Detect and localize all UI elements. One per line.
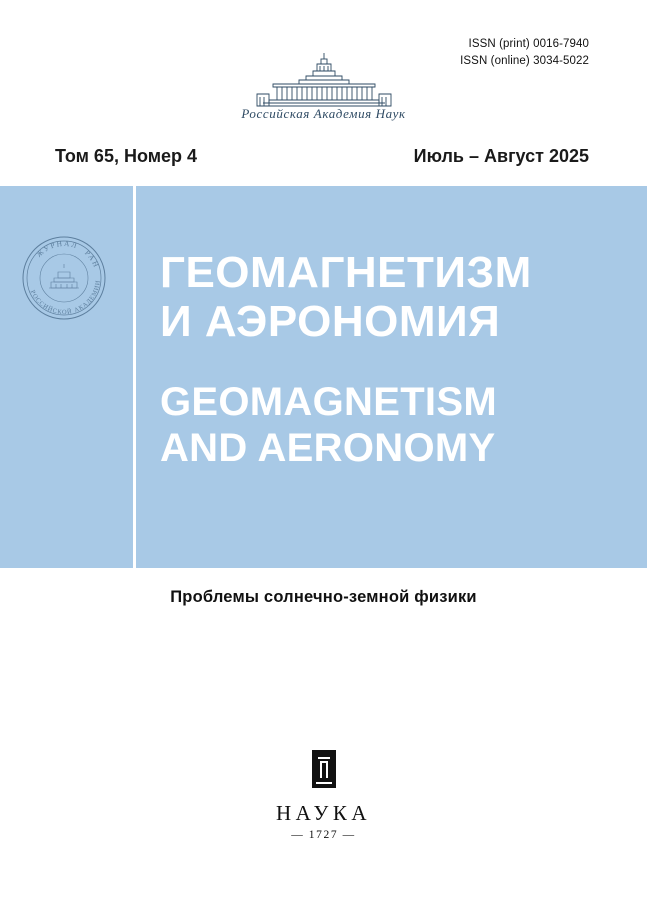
title-ru: [160, 248, 620, 347]
title-en-line1: GEOMAGNETISM: [160, 379, 497, 424]
publisher-block: [0, 750, 647, 841]
journal-titles: [160, 186, 620, 568]
journal-seal: [18, 232, 110, 324]
svg-text:РОССИЙСКОЙ АКАДЕМИИ: РОССИЙСКОЙ АКАДЕМИИ: [28, 279, 103, 317]
academy-caption: Российская Академия Наук: [241, 106, 406, 121]
russian-academy-of-sciences-building-emblem-icon: [251, 50, 397, 112]
svg-text:ЖУРНАЛ: ЖУРНАЛ: [34, 238, 80, 259]
volume-number: Том 65, Номер 4: [55, 146, 198, 166]
band-divider: [133, 186, 136, 568]
issn-online: ISSN (online) 3034-5022: [460, 54, 589, 67]
title-ru-line1: ГЕОМАГНЕТИЗМ: [160, 248, 532, 297]
journal-seal-icon: [18, 232, 110, 324]
title-en-line2: AND AERONOMY: [160, 425, 496, 470]
issue-date: Июль – Август 2025: [413, 146, 589, 166]
nauka-publisher-logo-icon: [307, 750, 341, 792]
publisher-name: НАУКА: [275, 801, 372, 825]
title-ru-line2: И АЭРОНОМИЯ: [160, 297, 501, 347]
svg-text:РАН: РАН: [83, 248, 102, 270]
title-en: [160, 379, 620, 471]
academy-emblem: [0, 50, 647, 122]
issue-line: [0, 146, 647, 172]
publisher-year: — 1727 —: [291, 829, 356, 841]
issue-subtitle: Проблемы солнечно-земной физики: [170, 588, 477, 606]
issn-print: ISSN (print) 0016-7940: [468, 38, 589, 50]
